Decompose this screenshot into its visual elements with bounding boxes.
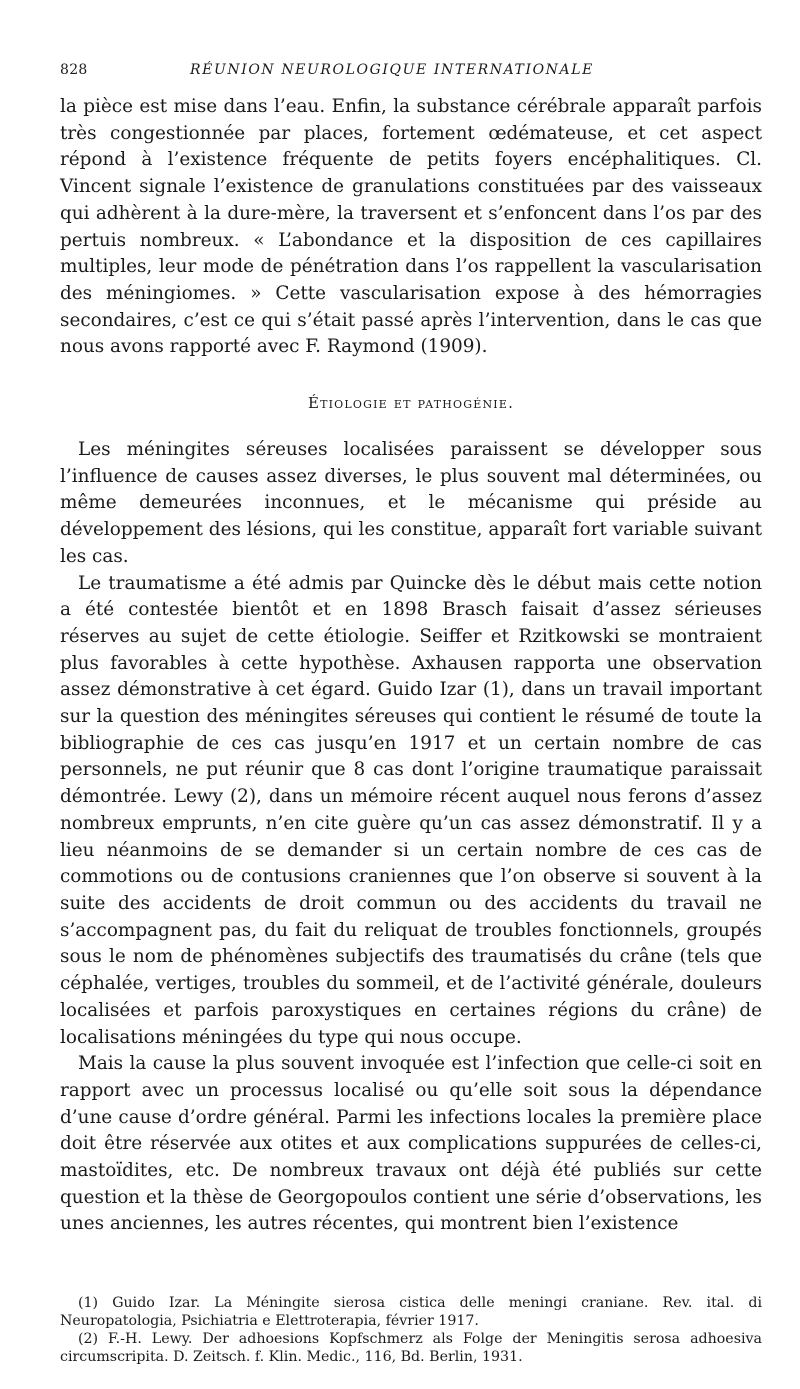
page-header — [60, 62, 760, 86]
footnote-1: (1) Guido Izar. La Méningite sierosa cistica delle meningi craniane. Rev. ital. di Neuropatologia, Psichiatria e Elettroterapia, février 1917. — [60, 1295, 762, 1329]
section-title: Étiologie et pathogénie. — [307, 394, 515, 413]
footnote-2: (2) F.-H. Lewy. Der adhoesions Kopfschmerz als Folge der Meningitis serosa adhoesiva circumscripita. D. Zeitsch. f. Klin. Medic., 116, Bd. Berlin, 1931. — [60, 1331, 762, 1365]
page-number: 828 — [60, 62, 88, 78]
paragraph-continued: la pièce est mise dans l’eau. Enfin, la substance cérébrale apparaît parfois très congestionnée par places, fortement œdémateuse, et cet aspect répond à l’existence fréquente de petits foyers encéphalitiques. Cl. Vincent signale l’existence de granulations constituées par des vaisseaux qui adhèrent à la dure-mère, la traversent et s’enfoncent dans l’os par des pertuis nombreux. « L’abondance et la disposition de ces capillaires multiples, leur mode de pénétration dans l’os rappellent la vascularisation des méningiomes. » Cette vascularisation expose à des hémorragies secondaires, c’est ce qui s’était passé après l’intervention, dans le cas que nous avons rapporté avec F. Raymond (1909). — [60, 96, 762, 358]
body-text — [60, 94, 762, 1238]
paragraph-traumatism: Le traumatisme a été admis par Quincke dès le début mais cette notion a été contestée bientôt et en 1898 Brasch faisait d’assez sérieuses réserves au sujet de cette étiologie. Seiffer et Rzitkowski se montraient plus favorables à cette hypothèse. Axhausen rapporta une observation assez démonstrative à cet égard. Guido Izar (1), dans un travail important sur la question des méningites séreuses qui contient le résumé de toute la bibliographie de ces cas jusqu’en 1917 et un certain nombre de cas personnels, ne put réunir que 8 cas dont l’origine traumatique paraissait démontrée. Lewy (2), dans un mémoire récent auquel nous ferons d’assez nombreux emprunts, n’en cite guère qu’un cas assez démonstratif. Il y a lieu néanmoins de se demander si un certain nombre de ces cas de commotions ou de contusions craniennes que l’on observe si souvent à la suite des accidents de droit commun ou des accidents du travail ne s’accompagnent pas, du fait du reliquat de troubles fonctionnels, groupés sous le nom de phénomènes subjectifs des traumatisés du crâne (tels que céphalée, vertiges, troubles du sommeil, et de l’activité générale, douleurs localisées et parfois paroxystiques en certaines régions du crâne) de localisations méningées du type qui nous occupe. — [60, 572, 762, 1048]
paragraph-infection: Mais la cause la plus souvent invoquée est l’infection que celle-ci soit en rapport avec un processus localisé ou qu’elle soit sous la dépendance d’une cause d’ordre général. Parmi les infections locales la première place doit être réservée aux otites et aux complications suppurées de celles-ci, mastoïdites, etc. De nombreux travaux ont déjà été publiés sur cette question et la thèse de Georgopoulos contient une série d’observations, les unes anciennes, les autres récentes, qui montrent bien l’existence — [60, 1053, 762, 1235]
running-head: RÉUNION NEUROLOGIQUE INTERNATIONALE — [190, 62, 594, 78]
footnotes — [60, 1294, 762, 1366]
paragraph-intro: Les méningites séreuses localisées paraissent se développer sous l’influence de causes assez diverses, le plus souvent mal déterminées, ou même demeurées inconnues, et le mécanisme qui préside au développement des lésions, qui les constitue, apparaît fort variable suivant les cas. — [60, 439, 762, 567]
